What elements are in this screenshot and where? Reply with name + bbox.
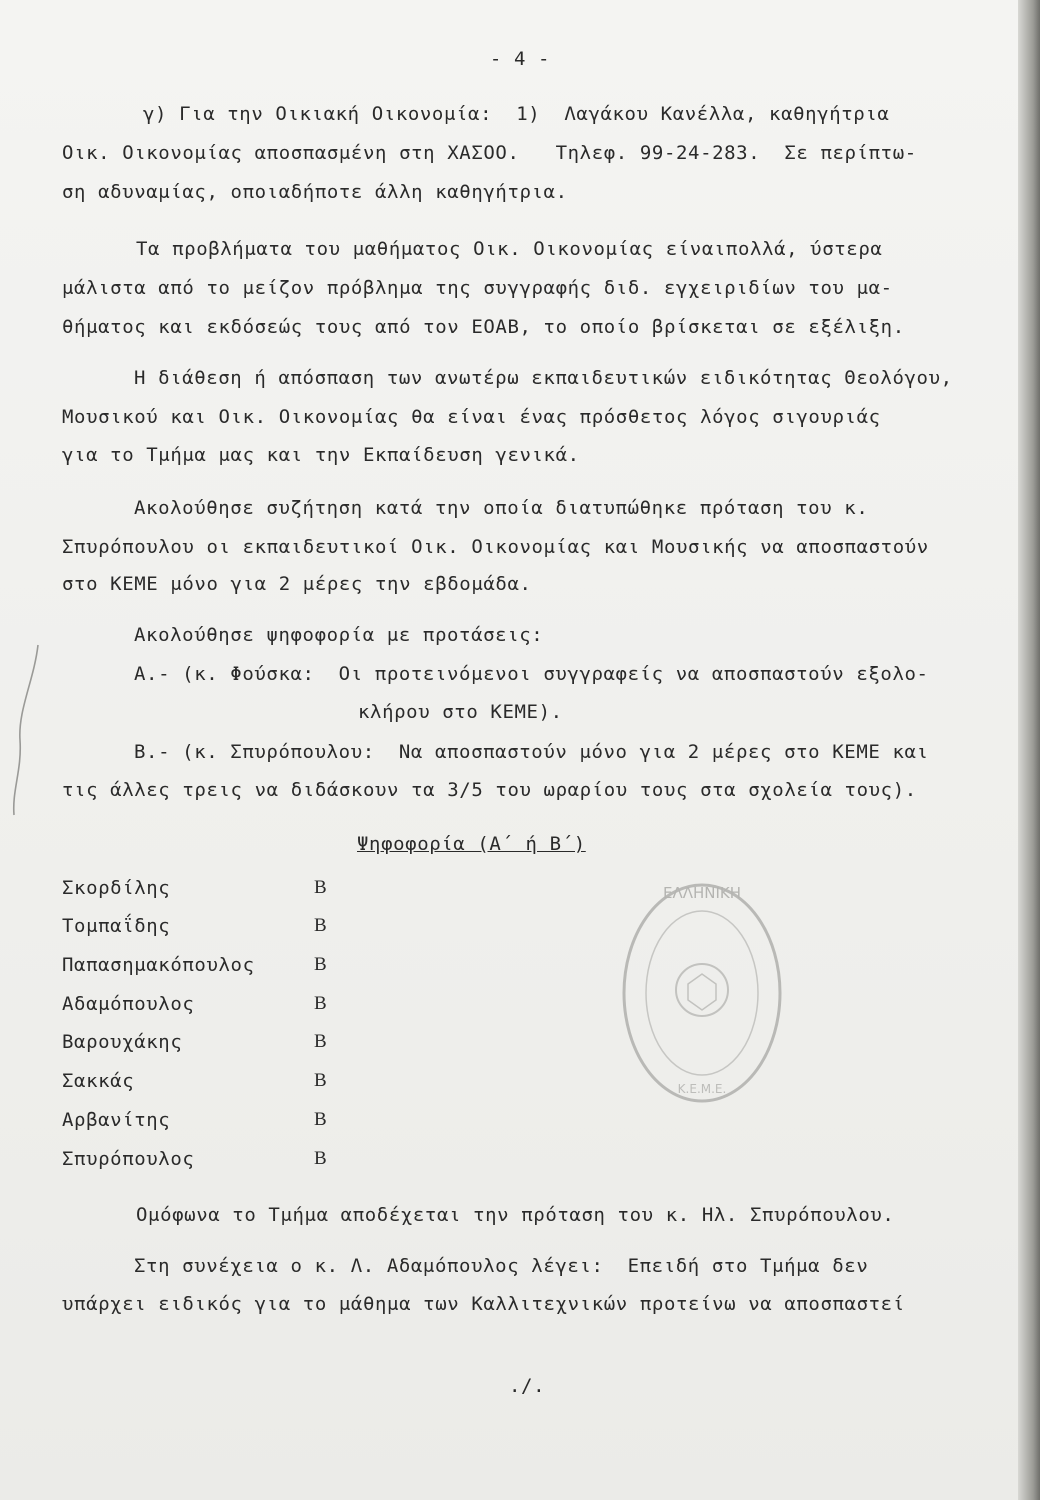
paragraph-line: Η διάθεση ή απόσπαση των ανωτέρω εκπαιδευτικών ειδικότητας Θεολόγου, (134, 367, 953, 389)
vote-value: Β (314, 1031, 327, 1052)
proposal-a-cont: κλήρου στο ΚΕΜΕ). (358, 701, 563, 723)
paragraph-line: υπάρχει ειδικός για το μάθημα των Καλλιτεχνικών προτείνω να αποσπαστεί (62, 1293, 905, 1315)
paragraph-line: Μουσικού και Οικ. Οικονομίας θα είναι ένας πρόσθετος λόγος σιγουριάς (62, 406, 881, 428)
proposal-b-cont: τις άλλες τρεις να διδάσκουν τα 3/5 του ωραρίου τους στα σχολεία τους). (62, 779, 917, 801)
vote-value: Β (314, 954, 327, 975)
proposal-b: Β.- (κ. Σπυρόπουλου: Να αποσπαστούν μόνο για 2 μέρες στο ΚΕΜΕ και (134, 741, 929, 763)
paragraph-line: Ακολούθησε ψηφοφορία με προτάσεις: (134, 624, 544, 646)
paragraph-line: γ) Για την Οικιακή Οικονομία: 1) Λαγάκου Κανέλλα, καθηγήτρια (143, 103, 890, 125)
paragraph-line: ση αδυναμίας, οποιαδήποτε άλλη καθηγήτρια. (62, 181, 568, 203)
continuation-mark: ./. (509, 1375, 546, 1397)
proposal-a: Α.- (κ. Φούσκα: Οι προτεινόμενοι συγγραφείς να αποσπαστούν εξολο- (134, 663, 929, 685)
paragraph-line: Ομόφωνα το Τμήμα αποδέχεται την πρόταση του κ. Ηλ. Σπυρόπουλου. (136, 1204, 895, 1226)
paragraph-line: Στη συνέχεια ο κ. Λ. Αδαμόπουλος λέγει: Επειδή στο Τμήμα δεν (134, 1255, 869, 1277)
vote-heading: Ψηφοφορία (Α΄ ή Β΄) (357, 833, 586, 855)
page-scan-edge (1018, 0, 1040, 1500)
voter-name: Σακκάς (62, 1070, 135, 1092)
voter-name: Παπασημακόπουλος (62, 954, 255, 976)
voter-name: Βαρουχάκης (62, 1031, 183, 1053)
voter-name: Αρβανίτης (62, 1109, 171, 1131)
voter-name: Αδαμόπουλος (62, 993, 195, 1015)
paragraph-line: για το Τμήμα μας και την Εκπαίδευση γενικά. (62, 444, 580, 466)
official-stamp (618, 878, 786, 1108)
paragraph-line: στο ΚΕΜΕ μόνο για 2 μέρες την εβδομάδα. (62, 573, 532, 595)
paragraph-line: Σπυρόπουλου οι εκπαιδευτικοί Οικ. Οικονομίας και Μουσικής να αποσπαστούν (62, 536, 929, 558)
paragraph-line: Τα προβλήματα του μαθήματος Οικ. Οικονομίας είναιπολλά, ύστερα (136, 238, 883, 260)
vote-value: Β (314, 1070, 327, 1091)
page-number: - 4 - (489, 48, 551, 70)
vote-value: Β (314, 915, 327, 936)
vote-value: Β (314, 1148, 327, 1169)
margin-pen-mark (4, 640, 44, 820)
svg-text:ΕΛΛΗΝΙΚΗ: ΕΛΛΗΝΙΚΗ (662, 884, 742, 902)
vote-value: Β (314, 1109, 327, 1130)
vote-value: Β (314, 993, 327, 1014)
paragraph-line: Οικ. Οικονομίας αποσπασμένη στη ΧΑΣΟΟ. Τηλεφ. 99-24-283. Σε περίπτω- (62, 142, 917, 164)
voter-name: Τομπαΐδης (62, 915, 171, 937)
paragraph-line: μάλιστα από το μείζον πρόβλημα της συγγραφής διδ. εγχειριδίων του μα- (62, 277, 893, 299)
voter-name: Σπυρόπουλος (62, 1148, 195, 1170)
svg-text:Κ.Ε.Μ.Ε.: Κ.Ε.Μ.Ε. (677, 1082, 727, 1096)
voter-name: Σκορδίλης (62, 877, 171, 899)
vote-value: Β (314, 877, 327, 898)
paragraph-line: Ακολούθησε συζήτηση κατά την οποία διατυπώθηκε πρόταση του κ. (134, 497, 869, 519)
paragraph-line: θήματος και εκδόσεώς τους από τον ΕΟΑΒ, το οποίο βρίσκεται σε εξέλιξη. (62, 316, 905, 338)
